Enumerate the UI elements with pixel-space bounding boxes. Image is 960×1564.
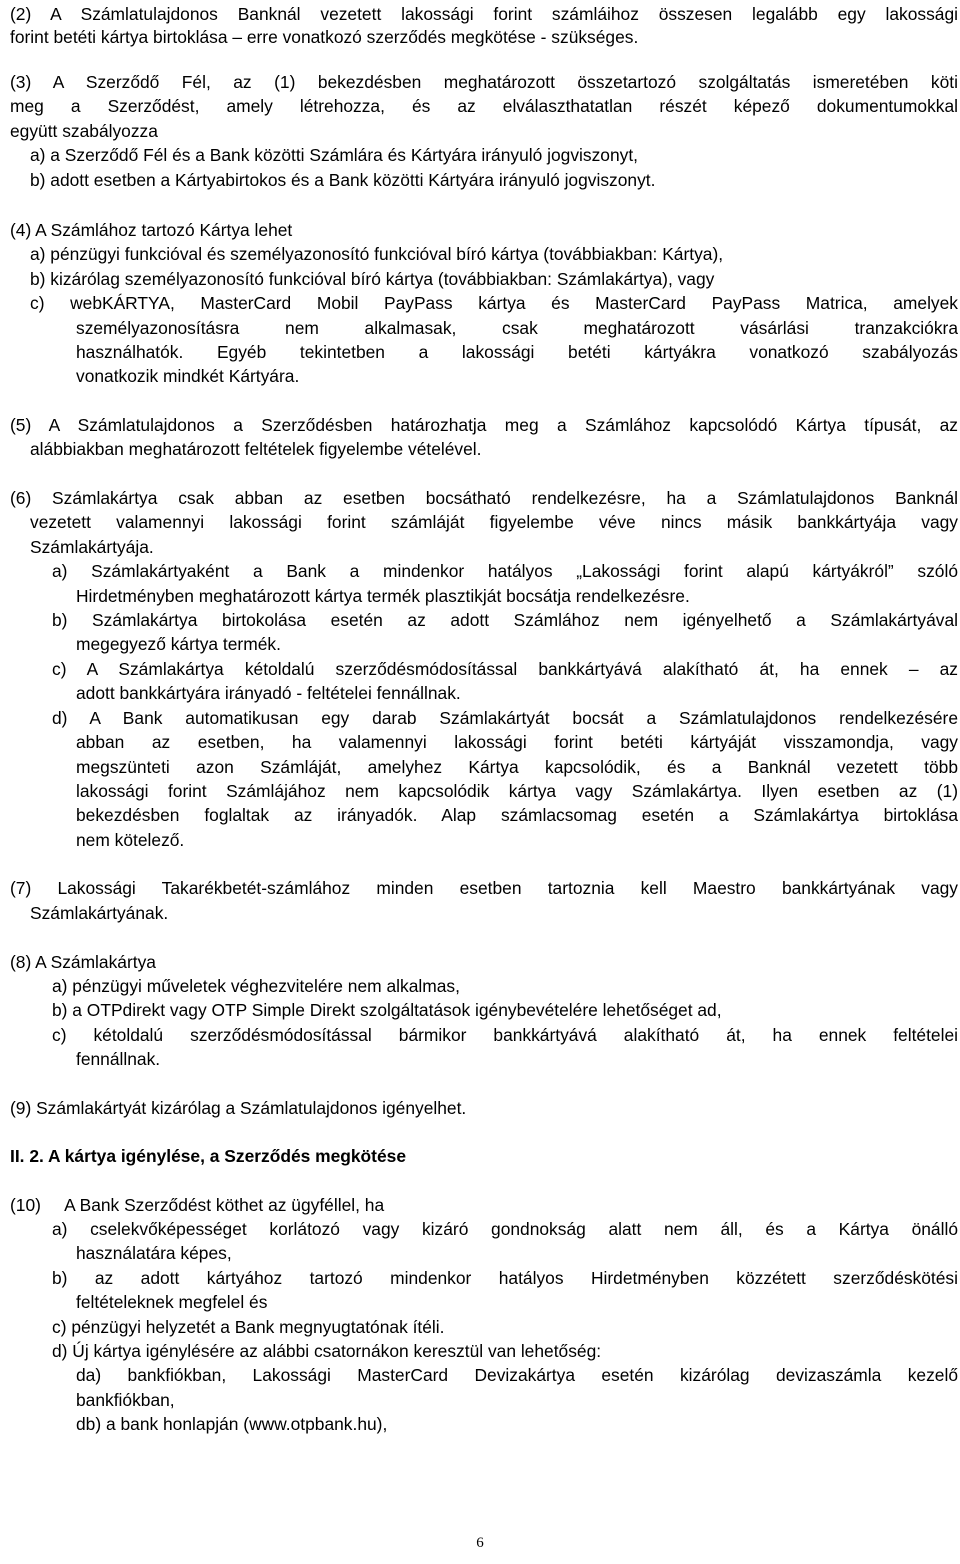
para-6-item-b-line-1: b) Számlakártya birtokolása esetén az adott Számlához nem igényelhető a Számlakártyával <box>52 610 958 630</box>
para-4-item-c-line-4: vonatkozik mindkét Kártyára. <box>76 366 300 386</box>
para-10-heading: (10) A Bank Szerződést köthet az ügyféllel, ha <box>10 1195 385 1215</box>
para-9: (9) Számlakártyát kizárólag a Számlatulajdonos igényelhet. <box>10 1098 467 1118</box>
para-10-item-b-line-2: feltételeknek megfelel és <box>76 1292 268 1312</box>
para-10-item-da-line-2: bankfiókban, <box>76 1390 175 1410</box>
para-4-item-b: b) kizárólag személyazonosító funkcióval bíró kártya (továbbiakban: Számlakártya), vagy <box>30 269 715 289</box>
para-6-item-d-line-1: d) A Bank automatikusan egy darab Számlakártyát bocsát a Számlatulajdonos rendelkezésére <box>52 708 958 728</box>
para-6-line-2: vezetett valamennyi lakossági forint számláját figyelembe véve nincs másik bankkártyája vagy <box>30 512 958 532</box>
para-6-item-c-line-1: c) A Számlakártya kétoldalú szerződésmódosítással bankkártyává alakítható át, ha ennek – az <box>52 659 958 679</box>
para-10-item-a-line-1: a) cselekvőképességet korlátozó vagy kizáró gondnokság alatt nem áll, és a Kártya önálló <box>52 1219 958 1239</box>
para-6-line-1: (6) Számlakártya csak abban az esetben bocsátható rendelkezésre, ha a Számlatulajdonos Banknál <box>10 488 958 508</box>
para-10-item-a-line-2: használatára képes, <box>76 1243 232 1263</box>
para-6-item-b-line-2: megegyező kártya termék. <box>76 634 281 654</box>
para-7-line-2: Számlakártyának. <box>30 903 169 923</box>
para-6-item-d-line-6: nem kötelező. <box>76 830 185 850</box>
para-10-item-da-line-1: da) bankfiókban, Lakossági MasterCard Devizakártya esetén kizárólag devizaszámla kezelő <box>76 1365 958 1385</box>
para-3-line-3: együtt szabályozza <box>10 121 158 141</box>
para-2-line-2: forint betéti kártya birtoklása – erre vonatkozó szerződés megkötése - szükséges. <box>10 27 639 47</box>
para-6-item-d-line-2: abban az esetben, ha valamennyi lakossági forint betéti kártyáját visszamondja, vagy <box>76 732 958 752</box>
para-8-heading: (8) A Számlakártya <box>10 952 156 972</box>
para-4-item-c-line-3: használhatók. Egyéb tekintetben a lakossági betéti kártyákra vonatkozó szabályozás <box>76 342 958 362</box>
para-8-item-a: a) pénzügyi műveletek véghezvitelére nem alkalmas, <box>52 976 460 996</box>
para-10-item-b-line-1: b) az adott kártyához tartozó mindenkor hatályos Hirdetményben közzétett szerződéskötési <box>52 1268 958 1288</box>
para-5-line-1: (5) A Számlatulajdonos a Szerződésben határozhatja meg a Számlához kapcsolódó Kártya típusát, az <box>10 415 958 435</box>
para-6-item-a-line-2: Hirdetményben meghatározott kártya termék plasztikját bocsátja rendelkezésre. <box>76 586 690 606</box>
para-3-item-a: a) a Szerződő Fél és a Bank közötti Számlára és Kártyára irányuló jogviszonyt, <box>30 145 638 165</box>
para-3-line-2: meg a Szerződést, amely létrehozza, és az elválaszthatatlan részét képező dokumentumokkal <box>10 96 958 116</box>
para-6-item-c-line-2: adott bankkártyára irányadó - feltételei fennállnak. <box>76 683 461 703</box>
para-10-item-db: db) a bank honlapján (www.otpbank.hu), <box>76 1414 388 1434</box>
para-3-line-1: (3) A Szerződő Fél, az (1) bekezdésben meghatározott összetartozó szolgáltatás ismeretében köti <box>10 72 958 92</box>
section-heading: II. 2. A kártya igénylése, a Szerződés megkötése <box>10 1146 406 1166</box>
para-4-heading: (4) A Számlához tartozó Kártya lehet <box>10 220 293 240</box>
para-10-item-d: d) Új kártya igénylésére az alábbi csatornákon keresztül van lehetőség: <box>52 1341 602 1361</box>
para-8-item-b: b) a OTPdirekt vagy OTP Simple Direkt szolgáltatások igénybevételére lehetőséget ad, <box>52 1000 722 1020</box>
para-2-line-1: (2) A Számlatulajdonos Banknál vezetett lakossági forint számláihoz összesen legalább egy lakossági <box>10 4 958 24</box>
para-4-item-a: a) pénzügyi funkcióval és személyazonosító funkcióval bíró kártya (továbbiakban: Kártya), <box>30 244 724 264</box>
para-6-item-d-line-4: lakossági forint Számlájához nem kapcsolódik kártya vagy Számlakártya. Ilyen esetben az (1) <box>76 781 958 801</box>
para-6-item-a-line-1: a) Számlakártyaként a Bank a mindenkor hatályos „Lakossági forint alapú kártyákról” szóló <box>52 561 958 581</box>
para-6-item-d-line-3: megszünteti azon Számláját, amelyhez Kártya kapcsolódik, és a Banknál vezetett több <box>76 757 958 777</box>
para-10-item-c: c) pénzügyi helyzetét a Bank megnyugtatónak ítéli. <box>52 1317 445 1337</box>
page-number: 6 <box>476 1535 484 1551</box>
para-3-item-b: b) adott esetben a Kártyabirtokos és a Bank közötti Kártyára irányuló jogviszonyt. <box>30 170 656 190</box>
para-6-line-3: Számlakártyája. <box>30 537 154 557</box>
para-4-item-c-line-1: c) webKÁRTYA, MasterCard Mobil PayPass kártya és MasterCard PayPass Matrica, amelyek <box>30 293 958 313</box>
para-5-line-2: alábbiakban meghatározott feltételek figyelembe vételével. <box>30 439 482 459</box>
para-4-item-c-line-2: személyazonosításra nem alkalmasak, csak meghatározott vásárlási tranzakciókra <box>76 318 958 338</box>
para-7-line-1: (7) Lakossági Takarékbetét-számlához minden esetben tartoznia kell Maestro bankkártyának vagy <box>10 878 958 898</box>
para-6-item-d-line-5: bekezdésben foglaltak az irányadók. Alap számlacsomag esetén a Számlakártya birtoklása <box>76 805 958 825</box>
para-8-item-c-line-1: c) kétoldalú szerződésmódosítással bármikor bankkártyává alakítható át, ha ennek feltételei <box>52 1025 958 1045</box>
para-8-item-c-line-2: fennállnak. <box>76 1049 161 1069</box>
